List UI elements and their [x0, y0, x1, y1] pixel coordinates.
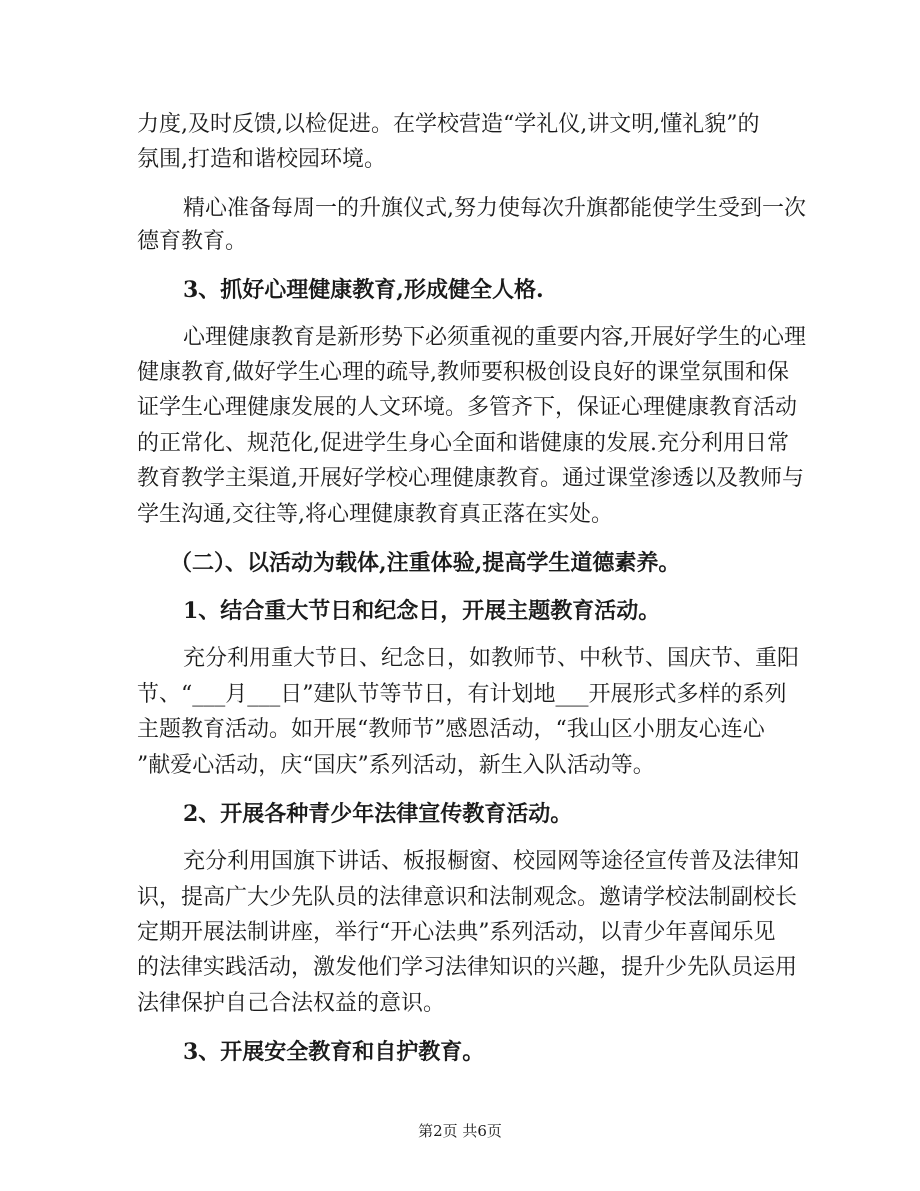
text-line: 力度,及时反馈,以检促进。在学校营造“学礼仪,讲文明,懂礼貌”的 [137, 112, 760, 137]
text-line: 心理健康教育是新形势下必须重视的重要内容,开展好学生的心理 [183, 325, 806, 350]
text-line: 主题教育活动。如开展“教师节”感恩活动，“我山区小朋友心连心 [137, 717, 765, 742]
subsection-heading: 3、开展安全教育和自护教育。 [183, 1039, 485, 1065]
text-line: 节、“___月___日”建队节等节日，有计划地___开展形式多样的系列 [137, 682, 787, 707]
text-line: ”献爱心活动，庆“国庆”系列活动，新生入队活动等。 [137, 753, 655, 778]
page-indicator: 第2页 共6页 [418, 1122, 502, 1140]
text-line: 证学生心理健康发展的人文环境。多管齐下，保证心理健康教育活动 [137, 395, 798, 420]
text-line: 教育教学主渠道,开展好学校心理健康教育。通过课堂渗透以及教师与 [137, 466, 804, 491]
text-line: 健康教育,做好学生心理的疏导,教师要积极创设良好的课堂氛围和保 [137, 360, 789, 385]
text-line: 定期开展法制讲座，举行“开心法典”系列活动，以青少年喜闻乐见 [137, 920, 776, 945]
subsection-heading: 2、开展各种青少年法律宣传教育活动。 [183, 801, 573, 827]
subsection-heading: 1、结合重大节日和纪念日，开展主题教育活动。 [183, 598, 661, 624]
text-line: 精心准备每周一的升旗仪式,努力使每次升旗都能使学生受到一次 [183, 196, 806, 221]
text-line: 学生沟通,交往等,将心理健康教育真正落在实处。 [137, 502, 613, 527]
text-line: 充分利用国旗下讲话、板报橱窗、校园网等途径宣传普及法律知 [183, 849, 800, 874]
text-line: 德育教育。 [137, 229, 248, 254]
text-line: 氛围,打造和谐校园环境。 [137, 147, 386, 172]
text-line: 充分利用重大节日、纪念日，如教师节、中秋节、国庆节、重阳 [183, 646, 800, 671]
text-line: 法律保护自己合法权益的意识。 [137, 991, 446, 1016]
text-line: 的法律实践活动，激发他们学习法律知识的兴趣，提升少先队员运用 [137, 955, 798, 980]
text-line: 识，提高广大少先队员的法律意识和法制观念。邀请学校法制副校长 [137, 885, 798, 910]
text-line: 的正常化、规范化,促进学生身心全面和谐健康的发展.充分利用日常 [137, 431, 789, 456]
section-heading: 3、抓好心理健康教育,形成健全人格. [183, 277, 544, 303]
section-heading: （二）、以活动为载体,注重体验,提高学生道德素养。 [170, 550, 681, 576]
